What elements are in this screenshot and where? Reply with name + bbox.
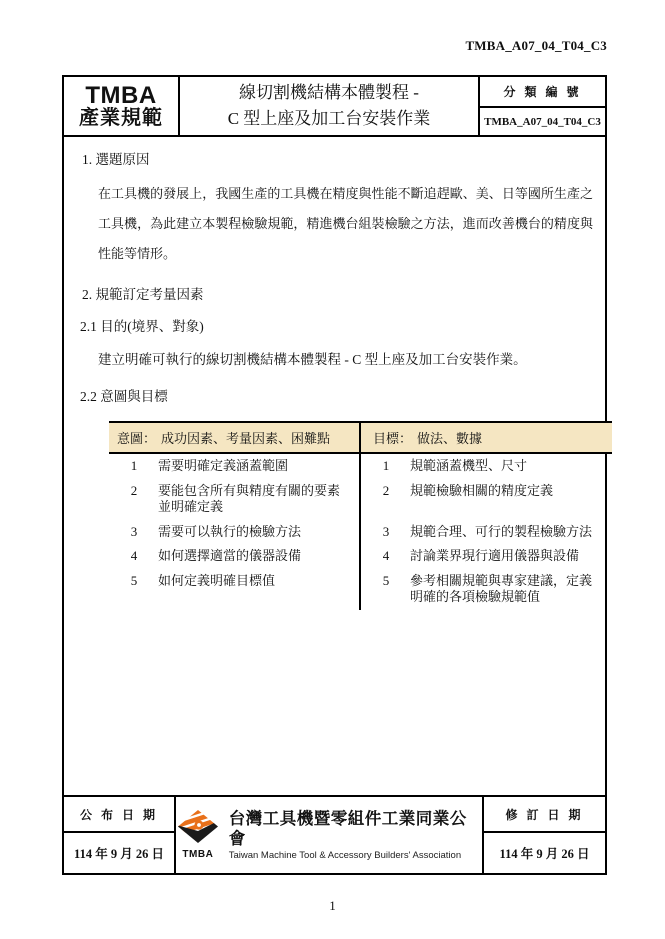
goal-header-cell xyxy=(359,423,612,452)
table-row xyxy=(109,544,612,569)
content-box xyxy=(62,137,607,797)
section-1-heading: 1. 選題原因 xyxy=(82,152,150,167)
row-number: 4 xyxy=(382,548,390,563)
doc-title-line1: 線切割機結構本體製程 - xyxy=(239,83,419,102)
intent-header-cell xyxy=(109,423,359,452)
table-row xyxy=(109,520,612,545)
association-cell xyxy=(176,797,482,873)
wordmark-line-zh: 產業規範 xyxy=(79,106,163,129)
goal-text: 討論業界現行適用儀器與設備 xyxy=(410,548,580,563)
association-name-zh: 台灣工具機暨零組件工業同業公會 xyxy=(228,808,467,848)
section-2-2-heading: 2.2 意圖與目標 xyxy=(80,389,168,404)
intent-text: 需要明確定義涵蓋範圍 xyxy=(158,458,289,473)
classification-code: TMBA_A07_04_T04_C3 xyxy=(484,115,601,128)
row-number: 5 xyxy=(130,572,138,588)
goal-text: 參考相關規範與專家建議，定義明確的各項檢驗規範值 xyxy=(410,572,593,604)
goal-label: 目標： xyxy=(373,431,413,446)
intent-text: 如何選擇適當的儀器設備 xyxy=(158,548,302,563)
goal-header-text: 做法、數據 xyxy=(417,431,483,446)
doc-code: TMBA_A07_04_T04_C3 xyxy=(465,38,607,53)
section-2-1-heading: 2.1 目的(境界、對象) xyxy=(80,319,204,334)
publish-date-label: 公 布 日 期 xyxy=(64,797,174,833)
association-name-en: Taiwan Machine Tool & Accessory Builders' Association xyxy=(228,849,462,861)
classification-cell xyxy=(478,77,605,135)
doc-title xyxy=(180,77,478,135)
doc-title-line2: C 型上座及加工台安裝作業 xyxy=(227,109,431,128)
revision-date-label: 修 訂 日 期 xyxy=(484,797,605,833)
intent-goal-table xyxy=(109,421,612,610)
revision-date-value: 114 年 9 月 26 日 xyxy=(499,847,590,861)
table-row xyxy=(109,454,612,479)
publish-date-cell xyxy=(64,797,176,873)
revision-date-cell xyxy=(482,797,605,873)
page-number: 1 xyxy=(329,898,336,913)
table-row xyxy=(109,569,612,610)
row-number: 1 xyxy=(130,458,138,473)
section-2-1-paragraph: 建立明確可執行的線切割機結構本體製程 - C 型上座及加工台安裝作業。 xyxy=(98,352,527,367)
intent-text: 要能包含所有與精度有關的要素並明確定義 xyxy=(158,482,341,514)
footer-table xyxy=(62,797,607,875)
section-2-heading: 2. 規範訂定考量因素 xyxy=(82,287,204,302)
tmba-diamond-icon xyxy=(178,810,218,848)
table-header-row xyxy=(109,421,612,454)
row-number: 2 xyxy=(382,482,390,498)
table-row xyxy=(109,479,612,520)
row-number: 2 xyxy=(130,482,138,498)
association-names xyxy=(229,809,482,862)
goal-text: 規範涵蓋機型、尺寸 xyxy=(410,458,528,473)
goal-text: 規範合理、可行的製程檢驗方法 xyxy=(410,523,593,539)
intent-text: 如何定義明確目標值 xyxy=(158,572,276,588)
intent-header-text: 成功因素、考量因素、困難點 xyxy=(161,431,331,446)
row-number: 1 xyxy=(382,458,390,473)
publish-date-value: 114 年 9 月 26 日 xyxy=(74,847,164,861)
tmba-logo xyxy=(176,810,220,860)
section-1-paragraph: 在工具機的發展上，我國生產的工具機在精度與性能不斷追趕歐、美、日等國所生產之工具機，為此建立本製程檢驗規範，精進機台組裝檢驗之方法，進而改善機台的精度與性能等情形。 xyxy=(98,186,593,261)
tmba-wordmark xyxy=(64,77,180,135)
wordmark-line-en: TMBA xyxy=(85,81,157,109)
intent-label: 意圖： xyxy=(117,431,157,446)
tmba-logo-text: TMBA xyxy=(182,849,214,860)
intent-text: 需要可以執行的檢驗方法 xyxy=(158,523,302,539)
row-number: 5 xyxy=(382,572,390,588)
goal-text: 規範檢驗相關的精度定義 xyxy=(410,482,554,498)
header-table xyxy=(62,75,607,137)
row-number: 4 xyxy=(130,548,138,563)
row-number: 3 xyxy=(130,523,138,539)
classification-label: 分 類 編 號 xyxy=(480,77,605,108)
row-number: 3 xyxy=(382,523,390,539)
